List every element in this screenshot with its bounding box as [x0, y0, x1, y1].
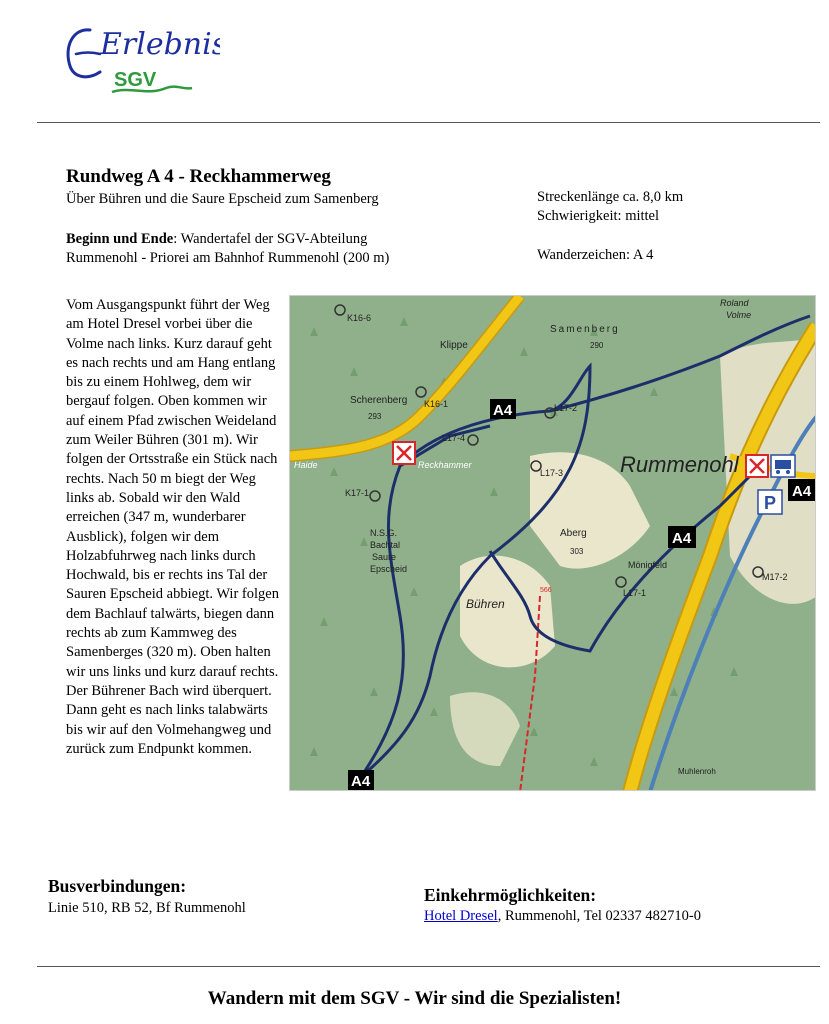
bus-text: Linie 510, RB 52, Bf Rummenohl: [48, 900, 246, 916]
tour-title: Rundweg A 4 - Reckhammerweg: [66, 166, 331, 187]
label-k161: K16-1: [424, 399, 449, 409]
route-description: Vom Ausgangspunkt führt der Weg am Hotel Dresel vorbei über die Volme nach links. Kurz darauf geht es nach rechts und am Hang entlang bis zu einem Hohlweg, dem wir bergauf folgen. Oben kommen wir auf einem Pfad zwischen Weideland zum Weiler Bühren (301 m). Wir folgen der Ortsstraße ein Stück nach rechts. Nach 50 m biegt der Weg links ab. Sobald wir den Wald erreichen (347 m, wunderbarer Ausblick), folgen wir dem Holzabfuhrweg nach links durch Hochwald, bis er rechts ins Tal der Sauren Epscheid abbiegt. Wir folgen dem Bachlauf talwärts, biegen dann rechts ab zum Kammweg des Samenberges (320 m). Oben halten wir uns links und kurz darauf rechts. Der Bührener Bach wird überquert. Dann geht es nach links talabwärts bis wir auf den Volmehangweg und zurück zum Endpunkt kommen.: [66, 297, 279, 757]
a4-label-bottom: A4: [351, 773, 371, 790]
label-road-566: 566: [540, 587, 552, 594]
label-buehren: Bühren: [466, 597, 505, 611]
label-k166: K16-6: [347, 313, 372, 323]
label-nsg3: Saure: [372, 552, 397, 562]
stop-line: [424, 907, 701, 926]
bus-heading: Busverbindungen:: [48, 876, 187, 896]
header-divider: [37, 122, 820, 123]
sgv-logo: [60, 18, 220, 103]
label-nsg1: N.S.G.: [370, 528, 398, 538]
label-moenigfeld: Mönigfeld: [628, 560, 668, 570]
label-303: 303: [570, 547, 584, 556]
tour-difficulty: Schwierigkeit: mittel: [537, 208, 660, 224]
label-m172: M17-2: [762, 572, 788, 582]
stop-heading: Einkehrmöglichkeiten:: [424, 885, 597, 905]
label-l173: L17-3: [540, 468, 564, 478]
hotel-link[interactable]: Hotel Dresel: [424, 908, 498, 924]
start-text-1: : Wandertafel der SGV-Abteilung: [173, 231, 368, 247]
footer-slogan: Wandern mit dem SGV - Wir sind die Spezialisten!: [207, 988, 622, 1009]
label-nsg4: Epscheid: [370, 564, 408, 574]
label-293: 293: [368, 412, 382, 421]
start-line-1: [66, 230, 367, 249]
logo-script: Erlebnis: [100, 27, 220, 62]
parking-icon: [758, 490, 782, 514]
a4-label-right: A4: [792, 483, 812, 500]
label-l172: L17-2: [554, 403, 578, 413]
svg-text:P: P: [764, 493, 777, 513]
label-k171: K17-1: [345, 488, 370, 498]
bus-icon: [771, 455, 795, 477]
start-label: Beginn und Ende: [66, 231, 174, 247]
start-text-2: Rummenohl - Priorei am Bahnhof Rummenohl (200 m): [66, 250, 390, 266]
label-klippe: Klippe: [440, 340, 468, 351]
tour-subtitle: Über Bühren und die Saure Epscheid zum Samenberg: [66, 191, 379, 207]
a4-label-mid: A4: [672, 530, 692, 547]
label-muhlenroh: Muhlenroh: [678, 767, 716, 776]
label-volme-top: Volme: [726, 310, 752, 320]
label-l174: L17-4: [442, 433, 466, 443]
label-l171: L17-1: [623, 588, 647, 598]
label-290: 290: [590, 341, 604, 350]
label-aberg: Aberg: [560, 528, 587, 539]
label-haide: Haide: [294, 460, 318, 470]
label-nsg2: Bachtal: [370, 540, 401, 550]
label-reckhammer: Reckhammer: [418, 460, 472, 470]
tour-length: Streckenlänge ca. 8,0 km: [537, 189, 684, 205]
label-scherenberg: Scherenberg: [350, 395, 408, 406]
start-marker-west: [393, 442, 415, 464]
logo-org: SGV: [114, 69, 157, 91]
label-roland: Roland: [720, 298, 749, 308]
a4-label-top: A4: [493, 402, 513, 419]
label-rummenohl: Rummenohl: [620, 452, 739, 477]
label-samenberg: Samenberg: [550, 324, 620, 335]
route-map: [289, 295, 816, 791]
start-marker-east: [746, 455, 768, 477]
footer-divider: [37, 966, 820, 967]
trail-marker: Wanderzeichen: A 4: [537, 247, 654, 263]
stop-text: , Rummenohl, Tel 02337 482710-0: [497, 908, 702, 924]
